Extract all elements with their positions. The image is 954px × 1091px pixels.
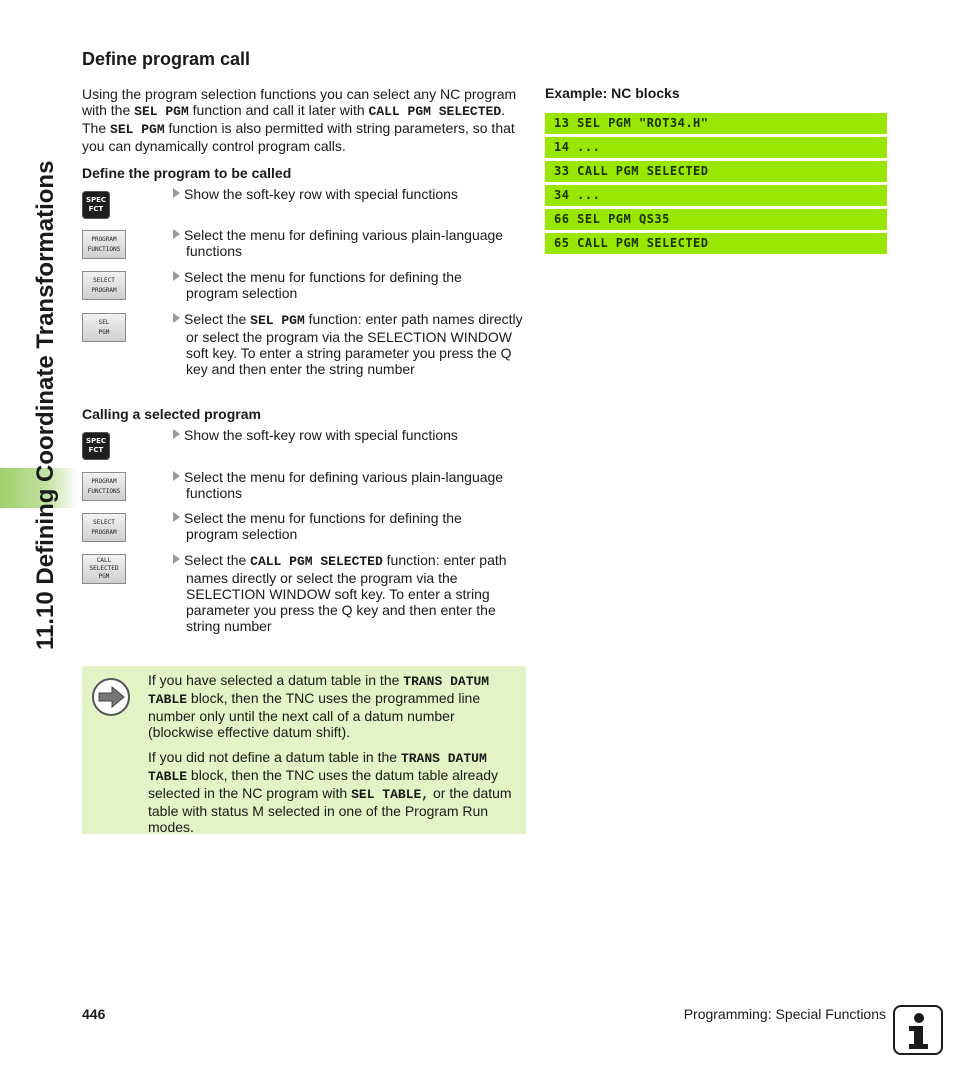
program-functions-softkey[interactable]: PROGRAM FUNCTIONS [82, 472, 126, 501]
chapter-title: 11.10 Defining Coordinate Transformations [32, 160, 59, 650]
call-selected-pgm-softkey[interactable]: CALL SELECTED PGM [82, 554, 126, 584]
step-arrow-icon [173, 471, 180, 481]
intro-paragraph: Using the program selection functions you can select any NC program with the SEL PGM function and call it later with CALL PGM SELECTED. The SEL PGM function is also permitted with string parameters, so that you can dynamically control program calls. [82, 86, 517, 154]
arrow-right-icon [92, 678, 130, 716]
step-text: Select the menu for defining various plain-language functions [173, 227, 528, 259]
step-text: Select the menu for functions for defining the program selection [173, 269, 528, 301]
select-program-softkey[interactable]: SELECT PROGRAM [82, 271, 126, 300]
nc-block-line: 66 SEL PGM QS35 [545, 209, 887, 230]
note-text: If you have selected a datum table in the TRANS DATUM TABLE block, then the TNC uses the programmed line number only until the next call of a datum number (blockwise effective datum shift). If you did not define a datum table in the TRANS DATUM TABLE block, then the TNC uses the datum table already selected in the NC program with SEL TABLE, or the datum table with status M selected in one of the Program Run modes. [148, 672, 512, 835]
select-program-softkey[interactable]: SELECT PROGRAM [82, 513, 126, 542]
section-title-calling: Calling a selected program [82, 406, 261, 422]
step-arrow-icon [173, 188, 180, 198]
spec-fct-key[interactable]: SPEC FCT [82, 432, 110, 460]
step-arrow-icon [173, 512, 180, 522]
step-text: Select the SEL PGM function: enter path names directly or select the program via the SELECTION WINDOW soft key. To enter a string parameter you press the Q key and then enter the string number [173, 311, 528, 377]
example-title: Example: NC blocks [545, 85, 680, 101]
step-text: Select the menu for functions for defining the program selection [173, 510, 528, 542]
spec-fct-key[interactable]: SPEC FCT [82, 191, 110, 219]
nc-block-line: 14 ... [545, 137, 887, 158]
step-text: Show the soft-key row with special functions [173, 186, 528, 202]
step-arrow-icon [173, 271, 180, 281]
page-heading: Define program call [82, 49, 251, 69]
program-functions-softkey[interactable]: PROGRAM FUNCTIONS [82, 230, 126, 259]
sel-pgm-softkey[interactable]: SEL PGM [82, 313, 126, 342]
page-number: 446 [82, 1006, 106, 1022]
nc-block-line: 65 CALL PGM SELECTED [545, 233, 887, 254]
note-box [82, 666, 526, 834]
step-arrow-icon [173, 554, 180, 564]
step-text: Select the CALL PGM SELECTED function: enter path names directly or select the program via the SELECTION WINDOW soft key. To enter a string parameter you press the Q key and then enter the string number [173, 552, 528, 634]
step-text: Show the soft-key row with special functions [173, 427, 528, 443]
step-arrow-icon [173, 429, 180, 439]
nc-block-line: 34 ... [545, 185, 887, 206]
section-title-define: Define the program to be called [82, 165, 292, 181]
footer-chapter: Programming: Special Functions [683, 1006, 886, 1022]
info-icon [893, 1005, 943, 1055]
step-arrow-icon [173, 229, 180, 239]
step-arrow-icon [173, 313, 180, 323]
nc-block-line: 33 CALL PGM SELECTED [545, 161, 887, 182]
step-text: Select the menu for defining various plain-language functions [173, 469, 528, 501]
nc-block-line: 13 SEL PGM "ROT34.H" [545, 113, 887, 134]
